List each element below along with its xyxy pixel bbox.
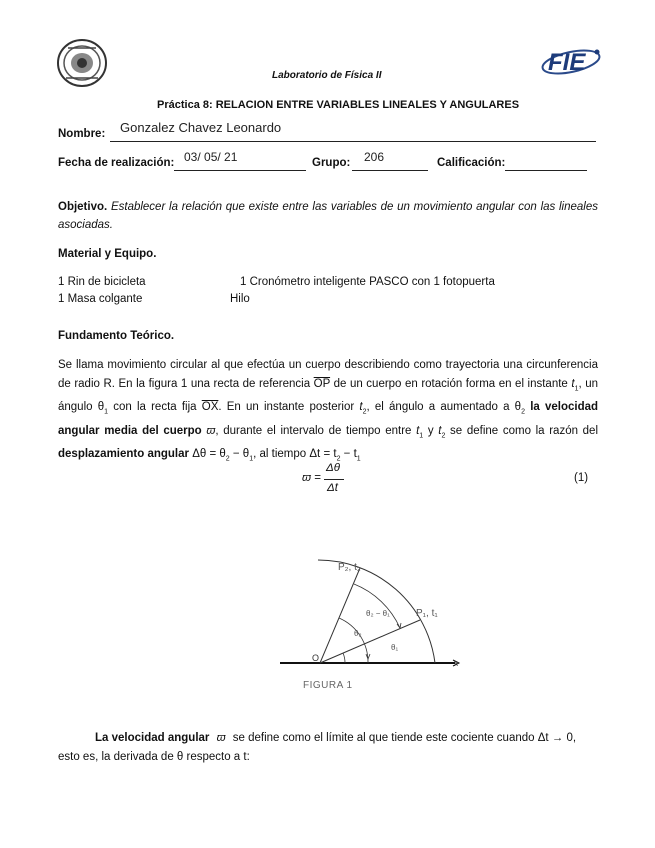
label-p1: P₁, t₁ [416,608,438,619]
name-line [110,141,596,142]
group-line [352,170,428,171]
angle-arc-theta1 [343,653,345,663]
practice-title: Práctica 8: RELACION ENTRE VARIABLES LINEALES Y ANGULARES [157,99,520,111]
material-item: 1 Rin de bicicleta [58,276,146,288]
grade-label: Calificación: [437,157,506,169]
theory-text: de un cuerpo en rotación forma en el instante [330,378,572,390]
theory-text: , durante el intervalo de tiempo entre [215,424,417,437]
angle-arc-theta2 [339,618,368,663]
figure-1-diagram [270,548,470,698]
label-theta2: θ₂ [354,629,362,638]
objective-paragraph [58,198,598,234]
grade-line [505,170,587,171]
name-value[interactable]: Gonzalez Chavez Leonardo [120,120,282,135]
theory-bold-text: desplazamiento angular [58,447,190,460]
date-label: Fecha de realización: [58,157,175,169]
angular-velocity-text: se define como el límite al que tiende este cociente cuando Δt → 0, [232,732,577,744]
theory-text: , el ángulo a aumentado a θ [366,401,522,414]
material-item: 1 Cronómetro inteligente PASCO con 1 fotopuerta [240,276,495,288]
angular-velocity-line: La velocidad angular ϖ se define como el límite al que tiende este cociente cuando Δt → 0, [95,732,577,744]
theory-text: Se llama movimiento circular al que efectúa un cuerpo describiendo como trayectoria una circunferencia de radio R. En la figura 1 una recta de referencia [58,359,598,390]
equation-lhs: ϖ = [302,472,321,484]
objective-text: Establecer la relación que existe entre las variables de un movimiento angular con las lineales asociadas. [58,201,598,231]
date-value[interactable]: 03/ 05/ 21 [184,150,238,164]
theory-heading: Fundamento Teórico. [58,330,175,342]
theory-text: con la recta fija [108,401,202,414]
figure-caption: FIGURA 1 [303,680,353,691]
equation-numerator: Δθ [326,462,340,474]
theory-text: se define como la razón del [445,424,598,437]
group-value[interactable]: 206 [364,150,385,164]
theory-text: , al tiempo Δt = t [253,447,337,460]
university-seal-logo [56,38,108,88]
label-o: O [312,653,320,663]
material-item: 1 Masa colgante [58,293,143,305]
segment-ox: $\overline{OX}$ [201,401,219,414]
fraction-bar [324,479,344,480]
theory-paragraph: Se llama movimiento circular al que efectúa un cuerpo describiendo como trayectoria una circunferencia de radio R. En la figura 1 una recta de referencia $\overline{OP}$ de un cuerpo en rotación forma en el instante $t_1$, un ángulo $\theta_1$ con la recta fija $\overline{OX}$. En un instante posterior $t_2$, el ángulo a aumentado a $\theta_2$ la velocidad angular media del cuerpo ϖ, durante el intervalo de tiempo entre $t_1$ y $t_2$ se define como la razón del desplazamiento angular $\Delta\theta = \theta_2 - \theta_1$, al tiempo $\Delta t = t_2 - t_1$ [58,359,599,463]
fie-logo-text: FIE [548,49,586,76]
name-label: Nombre: [58,128,106,140]
segment-op: $\overline{OP}$ [313,378,331,390]
label-p2: P₂, t₂ [338,562,361,573]
date-line [174,170,306,171]
equation-number: (1) [574,472,589,484]
group-label: Grupo: [312,157,351,169]
theory-bold-text: la velocidad angular media del cuerpo [58,401,599,437]
label-x: x [454,659,458,668]
material-item: Hilo [230,293,250,305]
label-diff: θ₂ − θ₁ [366,609,390,618]
fie-logo [540,44,602,80]
label-theta1: θ₁ [391,643,399,652]
lab-title: Laboratorio de Física II [272,70,382,81]
theory-text: , un ángulo θ [58,378,598,414]
materials-heading: Material y Equipo. [58,248,157,260]
objective-label: Objetivo. [58,201,108,213]
equation-denominator: Δt [327,482,338,494]
angular-velocity-bold: La velocidad angular [95,732,210,744]
angle-arc-diff [354,584,400,628]
theory-text: Δθ = θ [189,447,226,460]
theory-text: . En un instante posterior [218,401,360,414]
derivative-line: esto es, la derivada de θ respecto a t: [58,751,250,763]
